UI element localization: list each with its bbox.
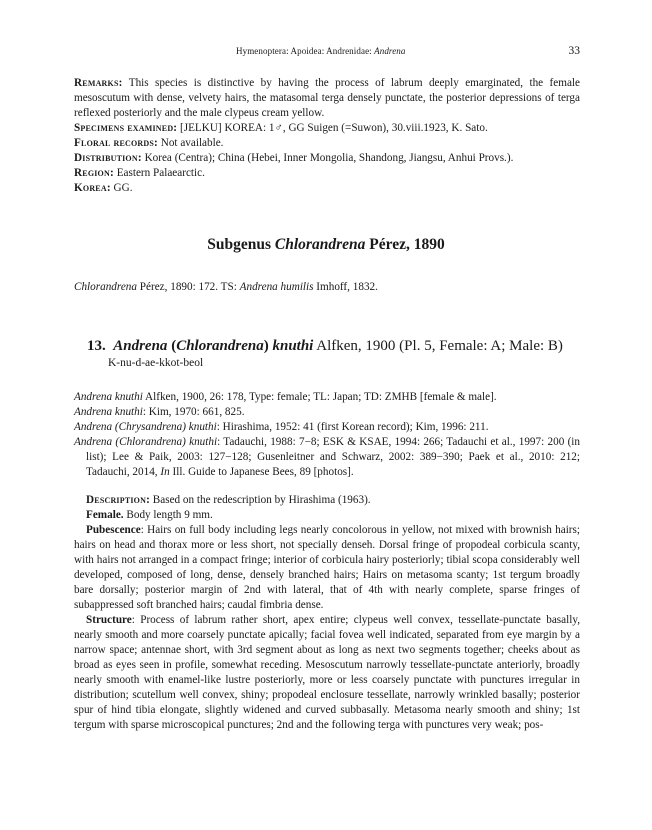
- remarks-paragraph: [74, 76, 580, 121]
- species-number: 13.: [87, 338, 106, 354]
- subgenus-author: Pérez, 1890: [365, 236, 445, 253]
- species-epithet: knuthi: [272, 338, 314, 354]
- floral-label: Floral records:: [74, 137, 158, 149]
- type-species-author: Imhoff, 1832.: [313, 281, 378, 293]
- species-subgenus: Chlorandrena: [176, 338, 264, 354]
- subgenus-prefix: Subgenus: [207, 236, 275, 253]
- remarks-text: This species is distinctive by having the process of labrum deeply emarginated, the female mesoscutum with dense, velvety hairs, the matasomal terga densely punctate, the posterior depressions of terga reflexed posteriorly and the male clypeus cream yellow.: [74, 77, 580, 119]
- synonym-name: Andrena knuthi: [74, 406, 143, 418]
- subgenus-ref-citation: Pérez, 1890: 172. TS:: [136, 281, 240, 293]
- description-label: Description:: [86, 494, 150, 506]
- synonymy-entry: [74, 390, 580, 405]
- region-paragraph: [74, 166, 580, 181]
- specimens-paragraph: [74, 121, 580, 136]
- synonym-citation: : Kim, 1970: 661, 825.: [142, 406, 245, 418]
- species-genus: Andrena: [113, 338, 168, 354]
- pubescence-paragraph: [74, 523, 580, 613]
- species-heading: 13. Andrena (Chlorandrena) knuthi Alfken, 1900 (Pl. 5, Female: A; Male: B): [87, 338, 563, 354]
- synonym-name: Andrena (Chrysandrena) knuthi: [74, 421, 217, 433]
- synonym-citation-end: Ill. Guide to Japanese Bees, 89 [photos].: [169, 466, 354, 478]
- species-author: Alfken, 1900 (Pl. 5, Female: A; Male: B): [313, 338, 563, 354]
- synonym-citation: Alfken, 1900, 26: 178, Type: female; TL: Japan; TD: ZMHB [female & male].: [142, 391, 497, 403]
- synonymy-entry: [74, 405, 580, 420]
- subgenus-ref-genus: Chlorandrena: [74, 281, 137, 293]
- description-text: Based on the redescription by Hirashima (1963).: [152, 494, 371, 506]
- pubescence-text: : Hairs on full body including legs nearly concolorous in yellow, not mixed with brownish hairs; hairs on head and thorax more or less short, not specially denseh. Dorsal fringe of propodeal corbicula scanty, with hairs not arranged in a compact fringe; interior of corbicula hairy posteriorly; tibial scopa considerably well developed, composed of long, dense, densely branched hairs; Hairs on metasoma scanty; 1st tergum broadly bare dorsally; posterior margin of 2nd with lateral, that of 4th with nearly complete, sparse fringes of subappressed soft branched hairs; caudal fimbria dense.: [74, 524, 580, 611]
- floral-paragraph: [74, 136, 580, 151]
- synonymy-entry: [74, 435, 580, 480]
- subgenus-heading: [0, 236, 652, 254]
- synonym-citation: : Hirashima, 1952: 41 (first Korean record); Kim, 1996: 211.: [216, 421, 489, 433]
- description-block: [74, 493, 580, 733]
- korean-name: K-nu-d-ae-kkot-beol: [108, 357, 204, 369]
- distribution-paragraph: [74, 151, 580, 166]
- species-summary-block: [74, 76, 580, 196]
- type-species-name: Andrena humilis: [239, 281, 314, 293]
- description-paragraph: [74, 493, 580, 508]
- region-text: Eastern Palaearctic.: [116, 167, 205, 179]
- floral-text: Not available.: [160, 137, 224, 149]
- pubescence-label: Pubescence: [86, 524, 141, 536]
- distribution-label: Distribution:: [74, 152, 142, 164]
- synonym-name: Andrena knuthi: [74, 391, 143, 403]
- structure-label: Structure: [86, 614, 132, 626]
- female-paragraph: [74, 508, 580, 523]
- running-genus: Andrena: [374, 46, 406, 56]
- synonym-citation: : Tadauchi, 1988: 7−8; ESK & KSAE, 1994: 266; Tadauchi et al., 1997: 200 (in list); Lee & Paik, 2003: 127−128; Gusenleitner and Schwarz, 2002: 389−390; Paek et al., 2010: 212; Tadauchi, 2014,: [86, 436, 581, 478]
- subgenus-name: Chlorandrena: [274, 236, 366, 253]
- distribution-text: Korea (Centra); China (Hebei, Inner Mongolia, Shandong, Jiangsu, Anhui Provs.).: [144, 152, 514, 164]
- structure-text: : Process of labrum rather short, apex entire; clypeus well convex, tessellate-punctate basally, nearly smooth and more coarsely punctate apically; facial fovea well indicated, separated from eye margin by a narrow space; antennae short, with 3rd segment about as long as next two segments together; cheeks about as broad as eyes seen in profile, somewhat receding. Mesoscutum narrowly tessellate-punctate anteriorly, broadly nearly smooth with enamel-like lustre posteriorly, more or less coarsely punctate with punctures irregular in distribution; scutellum well convex, shiny; propodeal enclosure tessellate, narrowly wrinkled basally; posterior spur of hind tibia elongate, slightly widened and curved subbasally. Metasoma nearly smooth and shiny; 1st tergum with sparse microscopical punctures; 2nd and the following terga with punctures very weak; pos-: [74, 614, 580, 731]
- synonym-name: Andrena (Chlorandrena) knuthi: [74, 436, 218, 448]
- korea-text: GG.: [113, 182, 133, 194]
- structure-paragraph: [74, 613, 580, 733]
- synonymy-list: [74, 390, 580, 480]
- page-number: 33: [568, 45, 580, 57]
- specimens-label: Specimens examined:: [74, 122, 178, 134]
- korea-paragraph: [74, 181, 580, 196]
- synonym-italic: In: [160, 466, 170, 478]
- running-header: [236, 46, 406, 56]
- subgenus-reference: [74, 280, 580, 295]
- region-label: Region:: [74, 167, 114, 179]
- remarks-label: Remarks:: [74, 77, 123, 89]
- female-text: Body length 9 mm.: [126, 509, 213, 521]
- running-title: Hymenoptera: Apoidea: Andrenidae:: [236, 46, 375, 56]
- korea-label: Korea:: [74, 182, 111, 194]
- female-label: Female.: [86, 509, 124, 521]
- synonymy-entry: [74, 420, 580, 435]
- specimens-text: [JELKU] KOREA: 1♂, GG Suigen (=Suwon), 30.viii.1923, K. Sato.: [180, 122, 488, 134]
